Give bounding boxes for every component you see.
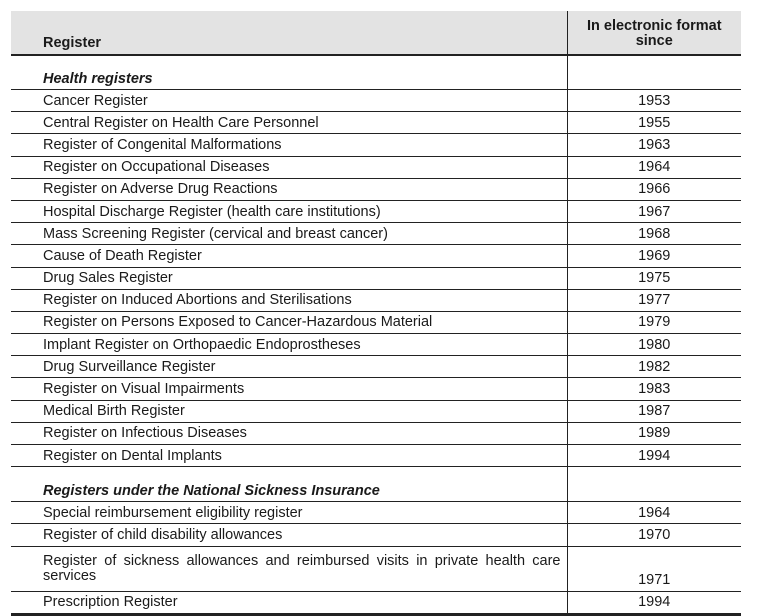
- table-row: [11, 112, 741, 134]
- table-row: [11, 546, 741, 591]
- register-year: 1994: [567, 591, 741, 614]
- register-year: 1968: [567, 223, 741, 245]
- register-year: 1967: [567, 200, 741, 222]
- register-year: 1975: [567, 267, 741, 289]
- register-year: 1955: [567, 112, 741, 134]
- registers-table: [11, 11, 741, 616]
- register-name: Register on Visual Impairments: [11, 378, 567, 400]
- register-column-header: Register: [11, 11, 567, 55]
- table-row: [11, 267, 741, 289]
- register-name: Register on Induced Abortions and Sterilisations: [11, 289, 567, 311]
- register-name: Register on Infectious Diseases: [11, 422, 567, 444]
- table-row: [11, 356, 741, 378]
- register-year: 1980: [567, 334, 741, 356]
- table-row: [11, 591, 741, 614]
- register-name: Register of Congenital Malformations: [11, 134, 567, 156]
- table-row: [11, 400, 741, 422]
- register-year: 1982: [567, 356, 741, 378]
- register-name: Medical Birth Register: [11, 400, 567, 422]
- register-year: 1989: [567, 422, 741, 444]
- register-year: 1969: [567, 245, 741, 267]
- register-year: 1979: [567, 311, 741, 333]
- table-row: [11, 90, 741, 112]
- register-name: Prescription Register: [11, 591, 567, 614]
- register-name: Drug Sales Register: [11, 267, 567, 289]
- section-title: Health registers: [11, 55, 567, 90]
- table-row: [11, 178, 741, 200]
- register-year: 1953: [567, 90, 741, 112]
- register-year: 1987: [567, 400, 741, 422]
- register-year: 1964: [567, 156, 741, 178]
- register-name: Central Register on Health Care Personnel: [11, 112, 567, 134]
- register-name: Mass Screening Register (cervical and breast cancer): [11, 223, 567, 245]
- table-row: [11, 200, 741, 222]
- section-header-row: [11, 55, 741, 90]
- register-name: Register of child disability allowances: [11, 524, 567, 546]
- format-since-column-header: In electronic format since: [567, 11, 741, 55]
- table-row: [11, 134, 741, 156]
- register-year: 1964: [567, 502, 741, 524]
- section-header-row: [11, 467, 741, 502]
- register-year: 1963: [567, 134, 741, 156]
- register-name: Cause of Death Register: [11, 245, 567, 267]
- section-title: Registers under the National Sickness Insurance: [11, 467, 567, 502]
- register-name: Register on Persons Exposed to Cancer-Hazardous Material: [11, 311, 567, 333]
- register-year: 1977: [567, 289, 741, 311]
- register-year: 1994: [567, 445, 741, 467]
- register-name: Register of sickness allowances and reimbursed visits in private health care services: [11, 546, 567, 591]
- table-header-row: [11, 11, 741, 55]
- register-year: 1970: [567, 524, 741, 546]
- register-name: Drug Surveillance Register: [11, 356, 567, 378]
- table-row: [11, 378, 741, 400]
- register-year: 1983: [567, 378, 741, 400]
- register-year: 1966: [567, 178, 741, 200]
- register-name: Implant Register on Orthopaedic Endoprostheses: [11, 334, 567, 356]
- register-name: Register on Dental Implants: [11, 445, 567, 467]
- register-name: Register on Occupational Diseases: [11, 156, 567, 178]
- register-name: Hospital Discharge Register (health care institutions): [11, 200, 567, 222]
- table-row: [11, 156, 741, 178]
- table-row: [11, 445, 741, 467]
- table-row: [11, 524, 741, 546]
- register-name: Register on Adverse Drug Reactions: [11, 178, 567, 200]
- table-row: [11, 245, 741, 267]
- table-row: [11, 223, 741, 245]
- table-row: [11, 289, 741, 311]
- table-row: [11, 311, 741, 333]
- register-name: Cancer Register: [11, 90, 567, 112]
- table-row: [11, 502, 741, 524]
- table-row: [11, 334, 741, 356]
- register-name: Special reimbursement eligibility register: [11, 502, 567, 524]
- register-year: 1971: [567, 546, 741, 591]
- table-row: [11, 422, 741, 444]
